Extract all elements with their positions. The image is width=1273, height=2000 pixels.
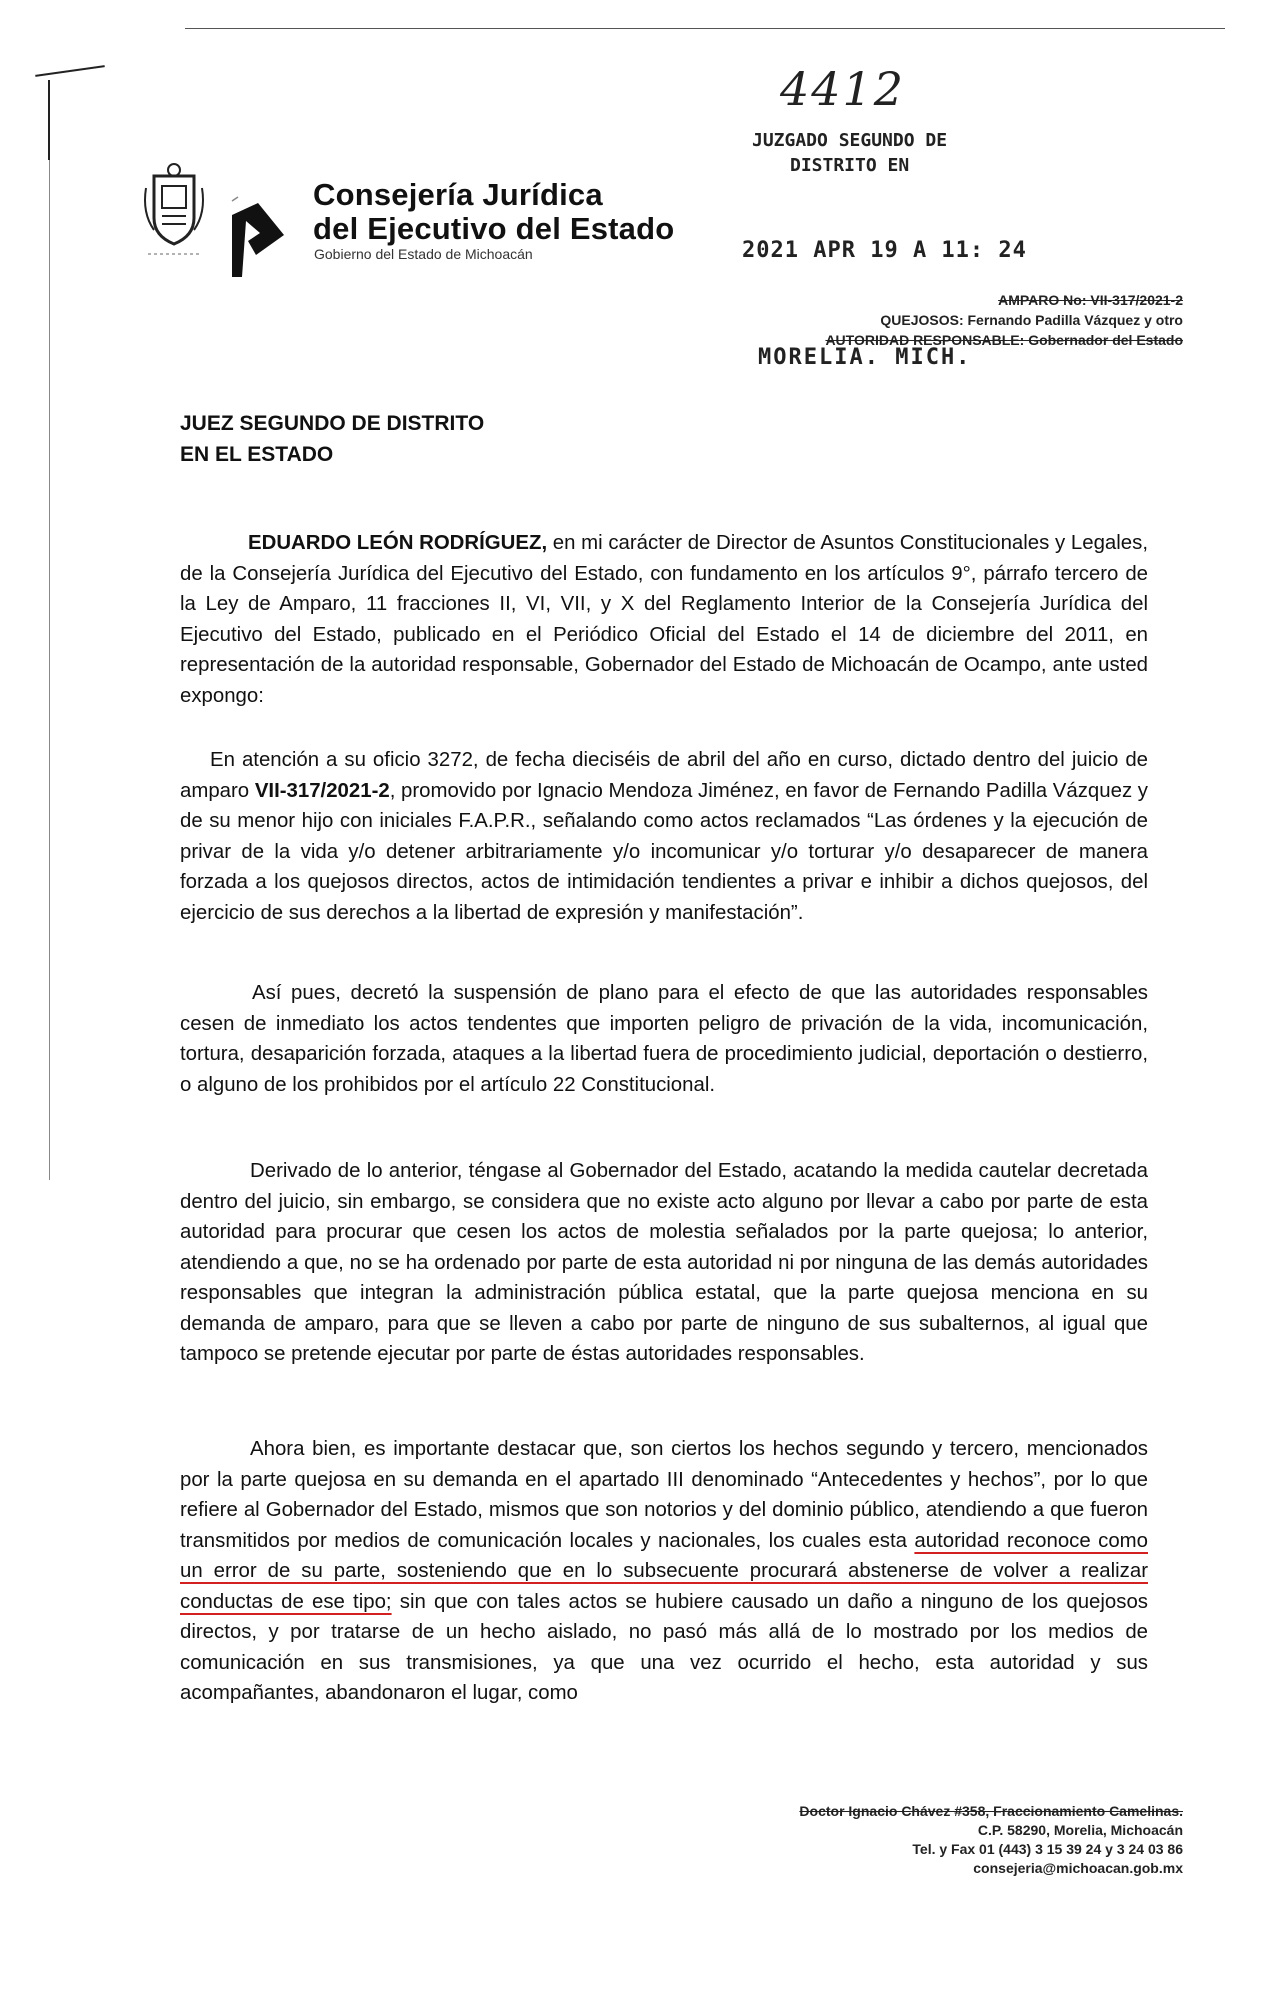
org-subtitle: Gobierno del Estado de Michoacán [314,246,533,262]
margin-mark [35,65,105,77]
paragraph-1-text: en mi carácter de Director de Asuntos Constitucionales y Legales, de la Consejería Jurídica del Ejecutivo del Estado, con fundamento en los artículos 9°, párrafo tercero de la Ley de Amparo, 11 fracciones II, VI, VII, y X del Reglamento Interior de la Consejería Jurídica del Ejecutivo del Estado, publicado en el Periódico Oficial del Estado el 14 de diciembre del 2011, en representación de la autoridad responsable, Gobernador del Estado de Michoacán de Ocampo, ante usted expongo: [180,532,1148,707]
consejeria-logo-icon [228,195,288,280]
stamp-datetime: 2021 APR 19 A 11: 24 [742,238,1027,263]
stamp-city: MORELIA. MICH. [758,345,972,370]
org-title-line2: del Ejecutivo del Estado [313,211,675,246]
paragraph-5-underlined: autoridad reconoce como un error de su parte, sosteniendo que en lo subsecuente procurará abstenerse de volver a realizar conductas de ese tipo; [180,1529,1148,1613]
case-authority: AUTORIDAD RESPONSABLE: Gobernador del Estado [825,332,1183,348]
footer-postal: C.P. 58290, Morelia, Michoacán [977,1822,1183,1838]
paragraph-2 [180,745,1148,928]
stamp-court-line1: JUZGADO SEGUNDO DE [752,130,948,151]
margin-mark-vertical [48,80,50,160]
coat-of-arms-icon [140,158,208,258]
paragraph-2-text-a: En atención a su oficio 3272, de fecha dieciséis de abril del año en curso, dictado dentro del juicio de amparo [180,749,1148,802]
paragraph-2-text-b: , promovido por Ignacio Mendoza Jiménez, en favor de Fernando Padilla Vázquez y de su menor hijo con iniciales F.A.P.R., señalando como actos reclamados “Las órdenes y la ejecución de privar de la vida y/o detener arbitrariamente y/o incomunicar y/o torturar y/o desaparecer de manera forzada a los quejosos directos, actos de intimidación tendientes a privar e inhibir a dichos quejosos, del ejercicio de sus derechos a la libertad de expresión y manifestación”. [180,779,1149,924]
paragraph-5-text-a: Ahora bien, es importante destacar que, son ciertos los hechos segundo y tercero, mencionados por la parte quejosa en su demanda en el apartado III denominado “Antecedentes y hechos”, por lo que refiere al Gobernador del Estado, mismos que son notorios y del dominio público, atendiendo a que fueron transmitidos por medios de comunicación locales y nacionales, los cuales esta [180,1438,1148,1552]
handwritten-number: 4412 [780,62,906,116]
case-number: AMPARO No: VII-317/2021-2 [998,292,1183,308]
top-rule [185,28,1225,29]
margin-line [49,160,50,1180]
footer-address: Doctor Ignacio Chávez #358, Fraccionamiento Camelinas. [799,1803,1183,1819]
paragraph-5-text-b: sin que con tales actos se hubiere causado un daño a ninguno de los quejosos directos, y por tratarse de un hecho aislado, no pasó más allá de lo mostrado por los medios de comunicación en sus transmisiones, ya que una vez ocurrido el hecho, esta autoridad y sus acompañantes, abandonaron el lugar, como [180,1590,1148,1704]
paragraph-4: Derivado de lo anterior, téngase al Gobernador del Estado, acatando la medida cautelar decretada dentro del juicio, sin embargo, se considera que no existe acto alguno por llevar a cabo por parte de esta autoridad para procurar que cesen los actos de molestia señalados por la parte quejosa; lo anterior, atendiendo a que, no se ha ordenado por parte de esta autoridad ni por ninguna de las demás autoridades responsables que integran la administración pública estatal, que la parte quejosa menciona en su demanda de amparo, para que se lleven a cabo por parte de ninguno de sus subalternos, al igual que tampoco se pretende ejecutar por parte de éstas autoridades responsables. [180,1160,1148,1365]
paragraph-2-case: VII-317/2021-2 [254,779,390,802]
footer-email: consejeria@michoacan.gob.mx [973,1860,1183,1876]
paragraph-5 [180,1434,1148,1709]
recipient-line1: JUEZ SEGUNDO DE DISTRITO [180,412,485,435]
recipient-line2: EN EL ESTADO [180,443,334,466]
org-title-line1: Consejería Jurídica [313,177,603,212]
recipient-block [180,408,484,470]
paragraph-3: Así pues, decretó la suspensión de plano para el efecto de que las autoridades responsables cesen de inmediato los actos tendentes que importen peligro de privación de la vida, incomunicación, tortura, desaparición forzada, ataques a la libertad fuera de procedimiento judicial, deportación o destierro, o alguno de los prohibidos por el artículo 22 Constitucional. [180,982,1148,1096]
paragraph-1 [180,528,1148,711]
footer-phone: Tel. y Fax 01 (443) 3 15 39 24 y 3 24 03 86 [912,1841,1183,1857]
case-plaintiffs: QUEJOSOS: Fernando Padilla Vázquez y otro [880,312,1183,328]
org-title [313,178,674,246]
signatory-name: EDUARDO LEÓN RODRÍGUEZ, [248,532,548,554]
stamp-court-line2: DISTRITO EN [790,155,910,176]
